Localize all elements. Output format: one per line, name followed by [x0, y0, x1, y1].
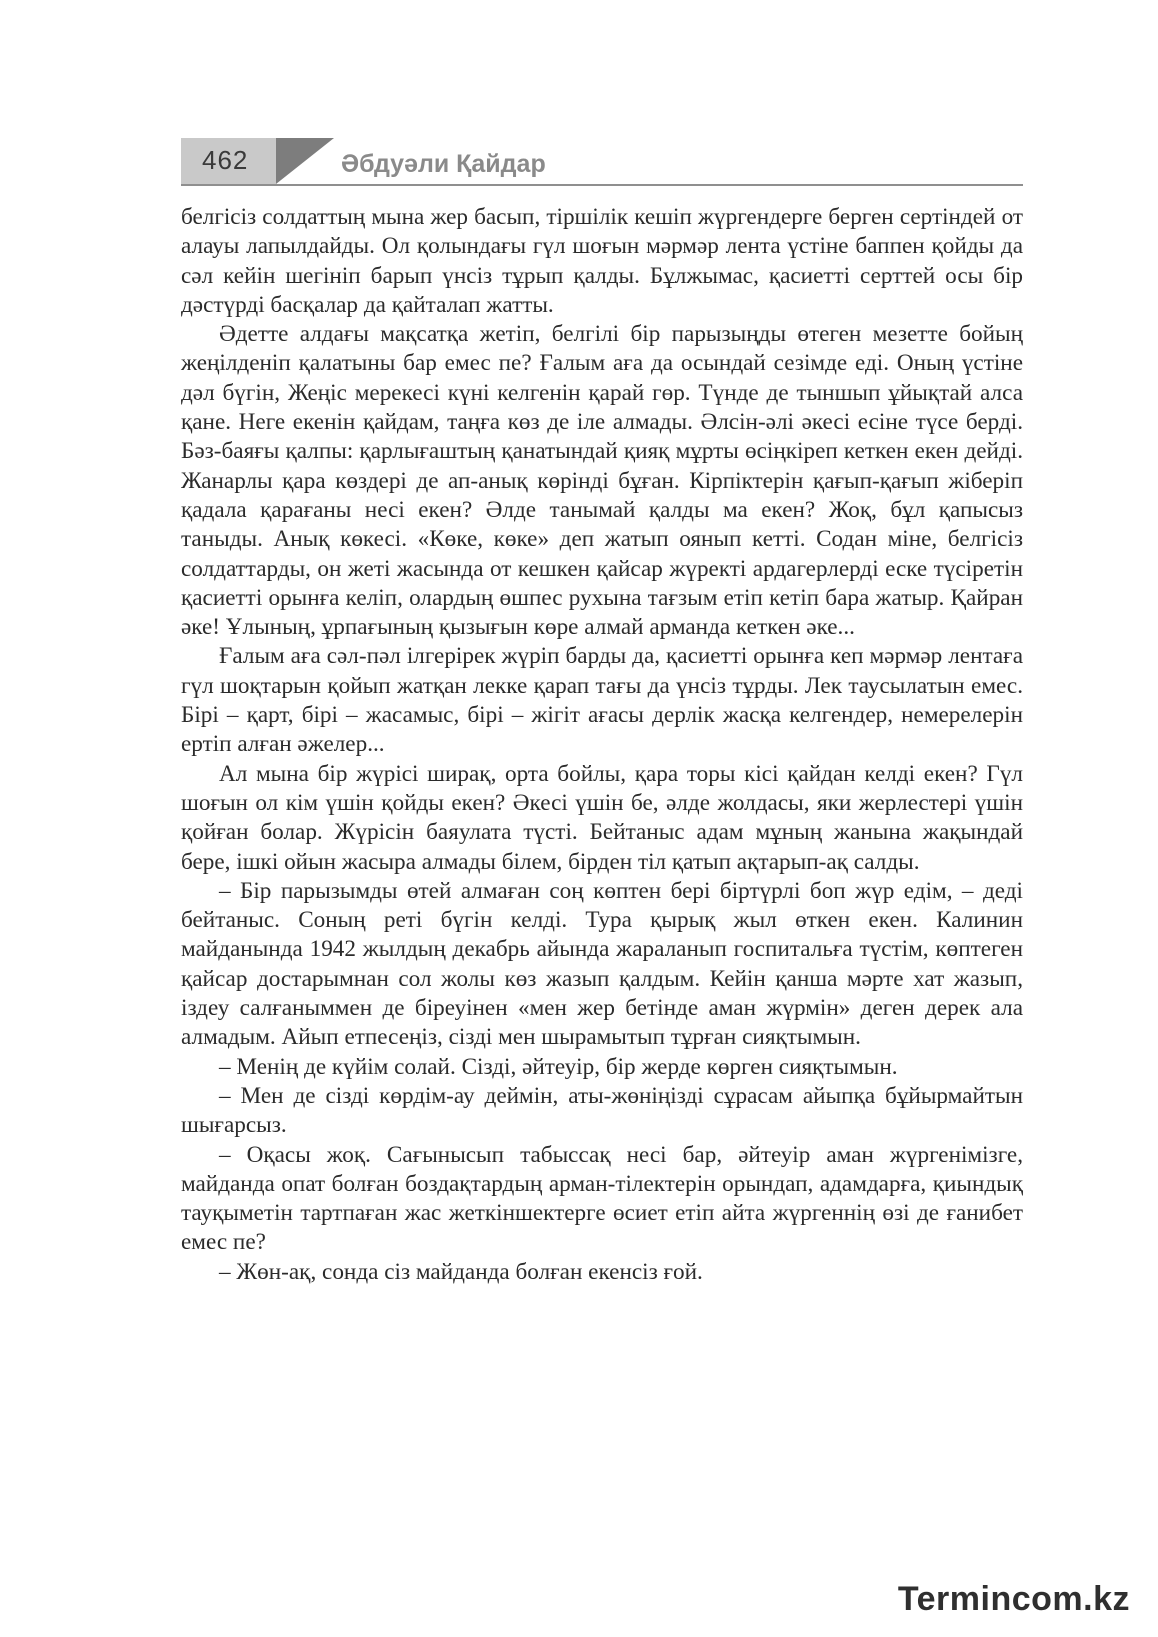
paragraph: – Менің де күйім солай. Сізді, әйтеуір, бір жерде көрген сияқтымын. [219, 1053, 898, 1080]
header-rule [181, 184, 1023, 186]
paragraph: – Бір парызымды өтей алмаған соң көптен бері біртүрлі боп жүр едім, – деді бейтаныс. Соның реті бүгін келді. Тура қырық жыл өткен екен. Калинин майданында 1942 жылдың декабрь айында жараланып госпитальға түстім, көптеген қайсар достарымнан сол жолы көз жазып қалдым. Кейін қанша мәрте хат жазып, іздеу салғаныммен де біреуінен «мен жер бетінде аман жүрмін» деген дерек ала алмадым. Айып етпесеңіз, сізді мен шырамытып тұрған сияқтымын. [181, 877, 1023, 1051]
header-tab-wedge [276, 138, 334, 184]
paragraph: – Мен де сізді көрдім-ау деймін, аты-жөніңізді сұрасам айыпқа бұйырмайтын шығарсыз. [181, 1082, 1023, 1139]
paragraph: – Оқасы жоқ. Сағынысып табыссақ несі бар, әйтеуір аман жүргенімізге, майданда опат болған боздақтардың арман-тілектерін орындап, адамдарға, қиындық тауқыметін тартпаған жас жеткіншектерге өсиет етіп айта жүргеннің өзі де ғанибет емес пе? [181, 1141, 1023, 1256]
paragraph: Әдетте алдағы мақсатқа жетіп, белгілі бір парызыңды өтеген мезетте бойың жеңілденіп қалатыны бар емес пе? Ғалым аға да осындай сезімде еді. Оның үстіне дәл бүгін, Жеңіс мерекесі күні келгенін қарай гөр. Түнде де тыншып ұйықтай алса қане. Неге екенін қайдам, таңға көз де іле алмады. Әлсін-әлі әкесі есіне түсе берді. Бәз-баяғы қалпы: қарлығаштың қанатындай қияқ мұрты өсіңкіреп кеткен екен дейді. Жанарлы қара көздері де ап-анық көрінді бұған. Кірпіктерін қағып-қағып жіберіп қадала қарағаны несі екен? Әлде танымай қалды ма екен? Жоқ, бұл қапысыз таныды. Анық көкесі. «Көке, көке» деп жатып оянып кетті. Содан міне, белгісіз солдаттарды, он жеті жасында от кешкен қайсар жүректі ардагерлерді еске түсіретін қасиетті орынға келіп, олардың өшпес рухына тағзым етіп кетіп бара жатыр. Қайран әке! Ұлының, ұрпағының қызығын көре алмай арманда кеткен әке... [181, 321, 1023, 641]
page-number: 462 [202, 145, 249, 175]
paragraph: Ал мына бір жүрісі ширақ, орта бойлы, қара торы кісі қайдан келді екен? Гүл шоғын ол кім үшін қойды екен? Әкесі үшін бе, әлде жолдасы, яки жерлестері үшін қойған болар. Жүрісін баяулата түсті. Бейтаныс адам мұның жанына жақындай бере, ішкі ойын жасыра алмады білем, бірден тіл қатып ақтарып-ақ салды. [181, 760, 1023, 875]
page-number-tab [181, 138, 276, 184]
running-header [181, 138, 1023, 188]
paragraph: – Жөн-ақ, сонда сіз майданда болған екенсіз ғой. [219, 1258, 703, 1285]
book-author: Әбдуәли Қайдар [341, 150, 546, 178]
paragraph: Ғалым аға сәл-пәл ілгерірек жүріп барды да, қасиетті орынға кеп мәрмәр лентаға гүл шоқтарын қойып жатқан лекке қарап тағы да үнсіз тұрды. Лек таусылатын емес. Бірі – қарт, бірі – жасамыс, бірі – жігіт ағасы дерлік жасқа келгендер, немерелерін ертіп алған әжелер... [181, 643, 1023, 758]
text-body [181, 203, 1023, 1287]
paragraph: белгісіз солдаттың мына жер басып, тіршілік кешіп жүргендерге берген сертіндей от алауы лапылдайды. Ол қолындағы гүл шоғын мәрмәр лента үстіне баппен қойды да сәл кейін шегініп барып үнсіз тұрып қалды. Бұлжымас, қасиетті серттей осы бір дәстүрді басқалар да қайталап жатты. [181, 204, 1023, 318]
site-watermark: Termincom.kz [897, 1580, 1130, 1618]
